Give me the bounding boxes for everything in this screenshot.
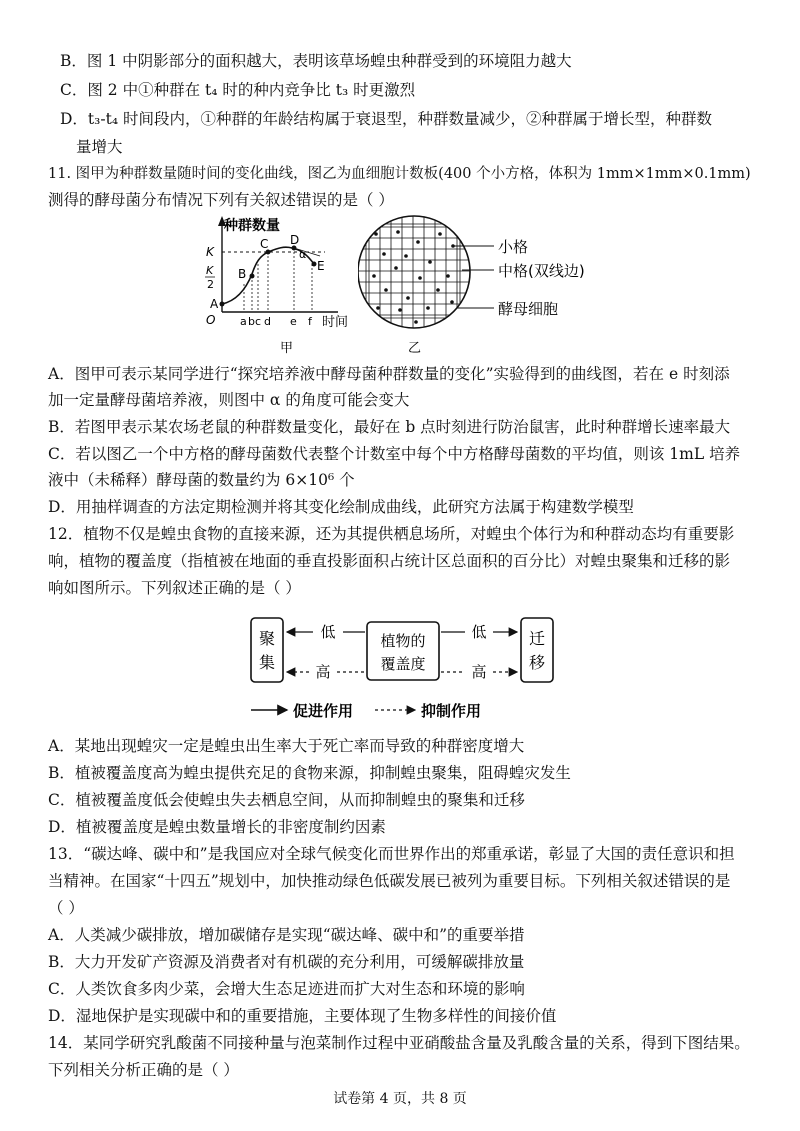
q13-stem-cont: 当精神。在国家“十四五”规划中，加快推动绿色低碳发展已被列为重要目标。下列相关叙述错误的是 <box>48 872 731 890</box>
vegetation-cover-diagram <box>245 612 565 730</box>
low-left-label: 低 <box>320 623 336 641</box>
tick-d: d <box>264 315 271 328</box>
q12-option-a: A．某地出现蝗灾一定是蝗虫出生率大于死亡率而导致的种群密度增大 <box>48 737 525 755</box>
k-label: K <box>206 245 214 259</box>
q10-option-b: B．图 1 中阴影部分的面积越大，表明该草场蝗虫种群受到的环境阻力越大 <box>60 52 572 70</box>
q13-stem: 13．“碳达峰、碳中和”是我国应对全球气候变化而世界作出的郑重承诺，彰显了大国的责任意识和担 <box>48 845 735 863</box>
origin-label: O <box>206 313 216 327</box>
q11-stem: 11. 图甲为种群数量随时间的变化曲线，图乙为血细胞计数板(400 个小方格，体积为 1mm×1mm×0.1mm) <box>48 166 751 182</box>
box-aggregation <box>251 618 283 682</box>
high-right-label: 高 <box>471 663 487 681</box>
label-b: B <box>238 267 247 281</box>
q12-stem-cont2: 响如图所示。下列叙述正确的是（ ） <box>48 579 301 597</box>
q12-stem-cont: 响，植物的覆盖度（指植被在地面的垂直投影面积占统计区总面积的百分比）对蝗虫聚集和迁移的影 <box>48 552 731 570</box>
tick-a: a <box>240 315 247 328</box>
label-d: D <box>290 233 300 247</box>
q11-option-c-cont: 液中（未稀释）酵母菌的数量约为 6×10⁶ 个 <box>48 471 355 489</box>
label-medium-square: 中格(双线边) <box>498 262 585 280</box>
box-migration <box>521 618 553 682</box>
grid-view <box>358 210 478 340</box>
box-aggregation-char2: 集 <box>258 653 276 672</box>
box-migration-char2: 移 <box>528 653 546 672</box>
k-half-num: K <box>206 264 214 277</box>
q11-option-d: D．用抽样调查的方法定期检测并将其变化绘制成曲线，此研究方法属于构建数学模型 <box>48 498 634 516</box>
q13-option-d: D．湿地保护是实现碳中和的重要措施，主要体现了生物多样性的间接价值 <box>48 1007 557 1025</box>
population-curve-figure <box>200 212 370 362</box>
tick-e: e <box>290 315 297 328</box>
label-c: C <box>260 237 269 251</box>
q12-option-c: C．植被覆盖度低会使蝗虫失去栖息空间，从而抑制蝗虫的聚集和迁移 <box>48 791 525 809</box>
label-e: E <box>317 259 325 273</box>
alpha-label: α <box>299 248 307 261</box>
q14-stem-cont: 下列相关分析正确的是（ ） <box>48 1061 239 1079</box>
legend-inhibit: 抑制作用 <box>421 702 482 720</box>
q13-option-a: A．人类减少碳排放，增加碳储存是实现“碳达峰、碳中和”的重要举措 <box>48 926 525 944</box>
box-migration-char1: 迁 <box>528 629 546 648</box>
tick-c: c <box>255 315 262 328</box>
q11-option-c: C．若以图乙一个中方格的酵母菌数代表整个计数室中每个中方格酵母菌数的平均值，则该 1mL 培养 <box>48 445 741 463</box>
caption-jia: 甲 <box>280 341 294 356</box>
q12-stem: 12．植物不仅是蝗虫食物的直接来源，还为其提供栖息场所，对蝗虫个体行为和种群动态均有重要影 <box>48 525 735 543</box>
box-center-line1: 植物的 <box>380 632 426 650</box>
box-center-line2: 覆盖度 <box>380 655 426 673</box>
q11-option-b: B．若图甲表示某农场老鼠的种群数量变化，最好在 b 点时刻进行防治鼠害，此时种群增长速率最大 <box>48 418 731 436</box>
tick-b: b <box>248 315 255 328</box>
y-axis-label: 种群数量 <box>224 218 280 234</box>
q12-option-b: B．植被覆盖度高为蝗虫提供充足的食物来源，抑制蝗虫聚集，阻碍蝗灾发生 <box>48 764 571 782</box>
box-aggregation-char1: 聚 <box>258 629 276 648</box>
q12-option-d: D．植被覆盖度是蝗虫数量增长的非密度制约因素 <box>48 818 386 836</box>
caption-yi: 乙 <box>408 341 422 356</box>
label-yeast-cell: 酵母细胞 <box>498 300 559 318</box>
k-half-den: 2 <box>207 278 214 291</box>
hemocytometer-figure <box>358 210 618 360</box>
q10-option-d-cont: 量增大 <box>76 138 123 156</box>
q13-stem-paren: （ ） <box>48 899 84 917</box>
page-footer: 试卷第 4 页，共 8 页 <box>333 1091 467 1107</box>
q11-option-a: A．图甲可表示某同学进行“探究培养液中酵母菌种群数量的变化”实验得到的曲线图，若在 e 时刻添 <box>48 365 730 383</box>
low-right-label: 低 <box>471 623 487 641</box>
q13-option-c: C．人类饮食多肉少菜，会增大生态足迹进而扩大对生态和环境的影响 <box>48 980 525 998</box>
q11-stem-cont: 测得的酵母菌分布情况下列有关叙述错误的是（ ） <box>48 191 394 209</box>
x-axis-label: 时间 <box>322 315 349 330</box>
q14-stem: 14．某同学研究乳酸菌不同接种量与泡菜制作过程中亚硝酸盐含量及乳酸含量的关系，得到下图结果。 <box>48 1034 750 1052</box>
q10-option-d: D．t₃-t₄ 时间段内，①种群的年龄结构属于衰退型，种群数量减少，②种群属于增长型，种群数 <box>60 110 712 128</box>
q13-option-b: B．大力开发矿产资源及消费者对有机碳的充分利用，可缓解碳排放量 <box>48 953 525 971</box>
label-a: A <box>210 297 219 311</box>
point-a <box>220 302 225 307</box>
legend-promote: 促进作用 <box>293 702 354 720</box>
q10-option-c: C．图 2 中①种群在 t₄ 时的种内竞争比 t₃ 时更激烈 <box>60 81 416 99</box>
label-small-square: 小格 <box>498 238 529 256</box>
tick-f: f <box>308 315 312 328</box>
q11-option-a-cont: 加一定量酵母菌培养液，则图中 α 的角度可能会变大 <box>48 391 410 409</box>
high-left-label: 高 <box>315 663 331 681</box>
